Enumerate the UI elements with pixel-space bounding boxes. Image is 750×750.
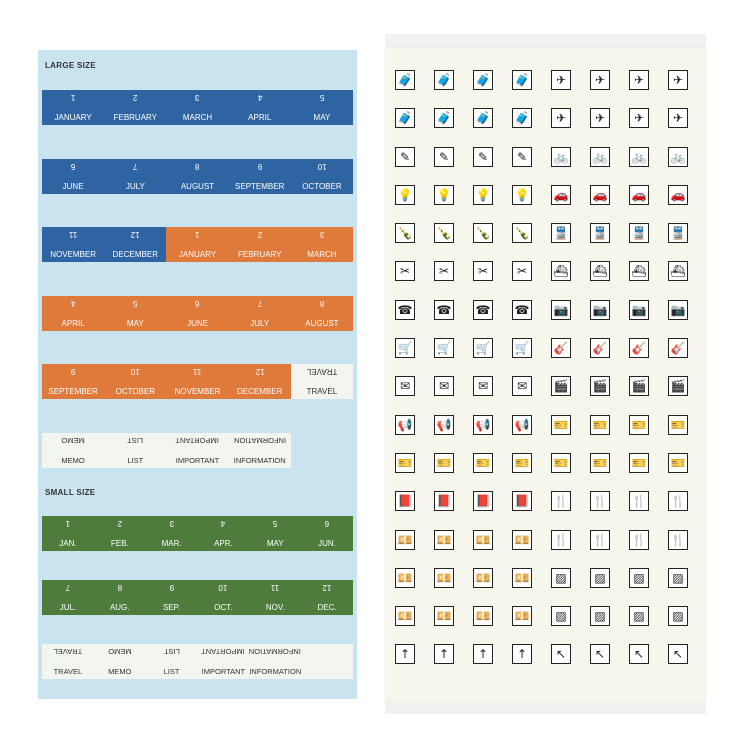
tab-top-label: 11 xyxy=(193,367,202,376)
small_size-tab-sticker[interactable] xyxy=(42,644,94,679)
fork-knife-icon[interactable]: 🍴 xyxy=(668,491,688,511)
large_size-tab-sticker[interactable] xyxy=(291,227,353,262)
telephone-icon[interactable]: ☎ xyxy=(395,300,415,320)
tab-top-label: 11 xyxy=(271,583,280,592)
large_size-tab-strip xyxy=(42,159,353,194)
tab-top-label: 7 xyxy=(65,583,71,592)
tab-top-label: 1 xyxy=(195,230,200,239)
money-icon[interactable]: 💴 xyxy=(395,568,415,588)
ticket-icon[interactable]: 🎫 xyxy=(551,453,571,473)
car-icon[interactable]: 🚗 xyxy=(629,185,649,205)
tab-bottom-label: JUNE xyxy=(62,181,84,191)
ticket-icon[interactable]: 🎫 xyxy=(629,453,649,473)
tab-bottom-label: NOVEMBER xyxy=(50,250,96,259)
envelope-icon[interactable]: ✉ xyxy=(512,376,532,396)
shopping-cart-icon[interactable]: 🛒 xyxy=(512,338,532,358)
tab-top-label: 8 xyxy=(319,298,325,308)
airplane-icon[interactable]: ✈ xyxy=(590,70,610,90)
ticket-icon[interactable]: 🎫 xyxy=(395,453,415,473)
lightbulb-icon[interactable]: 💡 xyxy=(512,185,532,205)
ticket-icon[interactable]: 🎫 xyxy=(668,415,688,435)
tab-bottom-label: FEBRUARY xyxy=(238,250,282,259)
comb-scissors-icon[interactable]: ✂ xyxy=(473,261,493,281)
bicycle-icon[interactable]: 🚲 xyxy=(551,147,571,167)
train-icon[interactable]: 🚆 xyxy=(668,223,688,243)
large_size-tab-sticker[interactable] xyxy=(291,433,353,468)
tab-bottom-label: OCTOBER xyxy=(302,181,342,191)
car-icon[interactable]: 🚗 xyxy=(668,185,688,205)
large_size-tab-sticker[interactable] xyxy=(229,433,291,468)
tab-bottom-label: JULY xyxy=(125,181,145,191)
tab-bottom-label: TRAVEL xyxy=(306,387,338,396)
money-icon[interactable]: 💴 xyxy=(473,568,493,588)
comb-scissors-icon[interactable]: ✂ xyxy=(395,261,415,281)
small_size-tab-strip xyxy=(42,644,353,679)
megaphone-icon[interactable]: 📢 xyxy=(512,415,532,435)
tab-bottom-label: DEC. xyxy=(317,603,337,612)
tab-top-label: 6 xyxy=(195,298,200,308)
tab-bottom-label: LIST xyxy=(163,667,180,676)
tab-top-label: LIST xyxy=(127,435,144,445)
ticket-icon[interactable]: 🎫 xyxy=(473,453,493,473)
tab-bottom-label: IMPORTANT xyxy=(201,667,246,676)
tab-bottom-label: FEBRUARY xyxy=(113,113,158,122)
large_size-tab-strip xyxy=(42,90,353,125)
tab-bottom-label: MEMO xyxy=(108,667,132,676)
large_size-tab-strip xyxy=(42,296,353,331)
tab-top-label: 10 xyxy=(317,161,327,171)
book-icon[interactable]: 📕 xyxy=(395,491,415,511)
envelope-icon[interactable]: ✉ xyxy=(434,376,454,396)
large_size-tab-sticker[interactable] xyxy=(104,364,166,399)
tab-top-label: 2 xyxy=(117,519,122,528)
tab-bottom-label: OCTOBER xyxy=(115,387,156,396)
large-small-tab-sticker-sheet xyxy=(38,50,357,699)
luggage-icon[interactable]: 🧳 xyxy=(512,108,532,128)
arrow-up-icon[interactable]: ↑ xyxy=(512,644,532,664)
comb-scissors-icon[interactable]: ✂ xyxy=(512,261,532,281)
small_size-tab-sticker[interactable] xyxy=(42,516,94,551)
tab-top-label: 9 xyxy=(70,367,76,376)
large_size-tab-strip xyxy=(42,433,353,468)
tab-top-label: LIST xyxy=(163,647,180,656)
small_size-tab-sticker[interactable] xyxy=(94,516,146,551)
tab-top-label: 4 xyxy=(221,519,226,528)
fork-knife-icon[interactable]: 🍴 xyxy=(668,530,688,550)
small_size-tab-sticker[interactable] xyxy=(301,516,353,551)
bicycle-icon[interactable]: 🚲 xyxy=(668,147,688,167)
envelope-icon[interactable]: ✉ xyxy=(395,376,415,396)
tab-top-label: INFORMATION xyxy=(249,647,302,656)
hatched-square-icon[interactable]: ▨ xyxy=(590,606,610,626)
large_size-tab-sticker[interactable] xyxy=(104,227,166,262)
telephone-icon[interactable]: ☎ xyxy=(473,300,493,320)
clapperboard-icon[interactable]: 🎬 xyxy=(668,376,688,396)
tab-top-label: 5 xyxy=(319,93,325,102)
hatched-square-icon[interactable]: ▨ xyxy=(590,568,610,588)
tab-top-label: 9 xyxy=(257,161,262,171)
tab-bottom-label: MAR. xyxy=(161,539,182,548)
tab-top-label: 6 xyxy=(70,161,76,171)
pencil-icon[interactable]: ✎ xyxy=(434,147,454,167)
tab-bottom-label: APR. xyxy=(214,539,233,548)
tab-bottom-label: FEB. xyxy=(110,539,129,548)
guitar-icon[interactable]: 🎸 xyxy=(668,338,688,358)
tab-bottom-label: AUG. xyxy=(109,603,130,612)
ship-icon[interactable]: ⛴ xyxy=(590,261,610,281)
tab-bottom-label: SEPTEMBER xyxy=(48,387,98,396)
large_size-tab-sticker[interactable] xyxy=(229,90,291,125)
large_size-tab-sticker[interactable] xyxy=(42,364,104,399)
hatched-square-icon[interactable]: ▨ xyxy=(668,606,688,626)
pencil-icon[interactable]: ✎ xyxy=(512,147,532,167)
ticket-icon[interactable]: 🎫 xyxy=(551,415,571,435)
airplane-icon[interactable]: ✈ xyxy=(668,70,688,90)
large_size-tab-sticker[interactable] xyxy=(166,90,228,125)
telephone-icon[interactable]: ☎ xyxy=(512,300,532,320)
tab-top-label: 2 xyxy=(257,230,262,239)
large_size-tab-strip xyxy=(42,364,353,399)
tab-bottom-label: MAY xyxy=(126,318,144,328)
megaphone-icon[interactable]: 📢 xyxy=(395,415,415,435)
tab-bottom-label: APRIL xyxy=(248,113,272,122)
money-icon[interactable]: 💴 xyxy=(512,568,532,588)
tab-bottom-label: LIST xyxy=(127,455,144,465)
arrow-up-left-icon[interactable]: ↖ xyxy=(590,644,610,664)
fork-knife-icon[interactable]: 🍴 xyxy=(551,530,571,550)
tab-top-label: 1 xyxy=(70,93,76,102)
small_size-tab-sticker[interactable] xyxy=(42,580,94,615)
airplane-icon[interactable]: ✈ xyxy=(668,108,688,128)
tab-top-label: 12 xyxy=(322,583,332,592)
tab-top-label: 4 xyxy=(70,298,76,308)
money-icon[interactable]: 💴 xyxy=(512,606,532,626)
guitar-icon[interactable]: 🎸 xyxy=(629,338,649,358)
large_size-tab-sticker[interactable] xyxy=(42,296,104,331)
tab-bottom-label: DECEMBER xyxy=(237,387,283,396)
small_size-tab-strip xyxy=(42,516,353,551)
large_size-tab-sticker[interactable] xyxy=(229,296,291,331)
tab-bottom-label: JAN. xyxy=(59,539,77,548)
tab-bottom-label: AUGUST xyxy=(305,318,339,328)
small_size-tab-sticker[interactable] xyxy=(146,580,198,615)
money-icon[interactable]: 💴 xyxy=(473,606,493,626)
arrow-up-left-icon[interactable]: ↖ xyxy=(668,644,688,664)
train-icon[interactable]: 🚆 xyxy=(590,223,610,243)
large_size-tab-sticker[interactable] xyxy=(291,296,353,331)
arrow-up-left-icon[interactable]: ↖ xyxy=(551,644,571,664)
shopping-cart-icon[interactable]: 🛒 xyxy=(434,338,454,358)
small-size-heading: SMALL SIZE xyxy=(45,488,96,497)
arrow-up-icon[interactable]: ↑ xyxy=(395,644,415,664)
small_size-tab-strip xyxy=(42,580,353,615)
tab-top-label: INFORMATION xyxy=(233,435,286,445)
large_size-tab-sticker[interactable] xyxy=(291,159,353,194)
lightbulb-icon[interactable]: 💡 xyxy=(395,185,415,205)
tab-top-label: 7 xyxy=(257,298,262,308)
small_size-tab-sticker[interactable] xyxy=(249,580,301,615)
pencil-icon[interactable]: ✎ xyxy=(473,147,493,167)
hatched-square-icon[interactable]: ▨ xyxy=(668,568,688,588)
comb-scissors-icon[interactable]: ✂ xyxy=(434,261,454,281)
tab-bottom-label: MARCH xyxy=(182,113,213,122)
luggage-icon[interactable]: 🧳 xyxy=(395,70,415,90)
tab-top-label: 5 xyxy=(133,298,138,308)
small_size-tab-sticker[interactable] xyxy=(197,580,249,615)
airplane-icon[interactable]: ✈ xyxy=(551,70,571,90)
money-icon[interactable]: 💴 xyxy=(434,606,454,626)
ticket-icon[interactable]: 🎫 xyxy=(629,415,649,435)
tab-top-label: MEMO xyxy=(61,435,85,445)
guitar-icon[interactable]: 🎸 xyxy=(590,338,610,358)
icon-sticker-grid xyxy=(395,70,702,664)
tab-top-label: TRAVEL xyxy=(306,367,338,376)
tab-bottom-label: JULY xyxy=(250,318,270,328)
tab-bottom-label: TRAVEL xyxy=(53,667,83,676)
tab-top-label: 10 xyxy=(130,367,140,376)
large_size-tab-sticker[interactable] xyxy=(291,364,353,399)
train-icon[interactable]: 🚆 xyxy=(551,223,571,243)
wine-bottle-icon[interactable]: 🍾 xyxy=(434,223,454,243)
tab-top-label: 12 xyxy=(255,367,265,376)
small_size-tab-sticker[interactable] xyxy=(301,580,353,615)
tab-bottom-label: MAY xyxy=(266,539,284,548)
tab-top-label: 8 xyxy=(117,583,122,592)
fork-knife-icon[interactable]: 🍴 xyxy=(590,491,610,511)
hatched-square-icon[interactable]: ▨ xyxy=(629,568,649,588)
tab-top-label: 11 xyxy=(68,230,78,239)
large-size-heading: LARGE SIZE xyxy=(45,61,97,70)
small_size-tab-sticker[interactable] xyxy=(249,516,301,551)
camera-icon[interactable]: 📷 xyxy=(629,300,649,320)
large_size-tab-sticker[interactable] xyxy=(42,227,104,262)
large_size-tab-sticker[interactable] xyxy=(229,364,291,399)
tab-top-label: 1 xyxy=(65,519,71,528)
airplane-icon[interactable]: ✈ xyxy=(629,70,649,90)
camera-icon[interactable]: 📷 xyxy=(551,300,571,320)
shopping-cart-icon[interactable]: 🛒 xyxy=(473,338,493,358)
luggage-icon[interactable]: 🧳 xyxy=(434,70,454,90)
money-icon[interactable]: 💴 xyxy=(512,530,532,550)
large_size-tab-sticker[interactable] xyxy=(229,159,291,194)
large_size-tab-sticker[interactable] xyxy=(42,433,104,468)
tab-bottom-label: IMPORTANT xyxy=(175,455,220,465)
small_size-tab-sticker[interactable] xyxy=(94,644,146,679)
tab-top-label: 7 xyxy=(133,161,138,171)
fork-knife-icon[interactable]: 🍴 xyxy=(551,491,571,511)
car-icon[interactable]: 🚗 xyxy=(551,185,571,205)
large_size-tab-sticker[interactable] xyxy=(166,227,228,262)
ship-icon[interactable]: ⛴ xyxy=(668,261,688,281)
tab-bottom-label: MARCH xyxy=(307,250,337,259)
small_size-tab-sticker[interactable] xyxy=(94,580,146,615)
tab-bottom-label: SEP. xyxy=(162,603,181,612)
airplane-icon[interactable]: ✈ xyxy=(629,108,649,128)
tab-top-label: IMPORTANT xyxy=(175,435,220,445)
large_size-tab-sticker[interactable] xyxy=(104,433,166,468)
large_size-tab-sticker[interactable] xyxy=(166,296,228,331)
tab-top-label: 8 xyxy=(195,161,200,171)
small_size-tab-sticker[interactable] xyxy=(301,644,353,679)
camera-icon[interactable]: 📷 xyxy=(668,300,688,320)
tab-top-label: MEMO xyxy=(108,647,132,656)
tab-top-label: 6 xyxy=(324,519,330,528)
arrow-up-icon[interactable]: ↑ xyxy=(473,644,493,664)
tab-bottom-label: JANUARY xyxy=(54,113,92,122)
tab-top-label: 10 xyxy=(218,583,228,592)
small_size-tab-sticker[interactable] xyxy=(146,644,198,679)
large_size-tab-sticker[interactable] xyxy=(104,159,166,194)
large_size-tab-sticker[interactable] xyxy=(291,90,353,125)
bicycle-icon[interactable]: 🚲 xyxy=(590,147,610,167)
tab-top-label: 3 xyxy=(169,519,174,528)
clapperboard-icon[interactable]: 🎬 xyxy=(590,376,610,396)
ticket-icon[interactable]: 🎫 xyxy=(434,453,454,473)
tab-bottom-label: APRIL xyxy=(61,318,85,328)
bicycle-icon[interactable]: 🚲 xyxy=(629,147,649,167)
tab-top-label: IMPORTANT xyxy=(201,647,246,656)
ticket-icon[interactable]: 🎫 xyxy=(590,415,610,435)
pencil-icon[interactable]: ✎ xyxy=(395,147,415,167)
large_size-tab-sticker[interactable] xyxy=(166,364,228,399)
ticket-icon[interactable]: 🎫 xyxy=(668,453,688,473)
luggage-icon[interactable]: 🧳 xyxy=(395,108,415,128)
hatched-square-icon[interactable]: ▨ xyxy=(551,568,571,588)
book-icon[interactable]: 📕 xyxy=(473,491,493,511)
wine-bottle-icon[interactable]: 🍾 xyxy=(395,223,415,243)
money-icon[interactable]: 💴 xyxy=(473,530,493,550)
money-icon[interactable]: 💴 xyxy=(395,606,415,626)
ticket-icon[interactable]: 🎫 xyxy=(512,453,532,473)
tab-bottom-label: MEMO xyxy=(61,455,85,465)
large_size-tab-sticker[interactable] xyxy=(42,90,104,125)
airplane-icon[interactable]: ✈ xyxy=(590,108,610,128)
small_size-tab-sticker[interactable] xyxy=(197,516,249,551)
large_size-tab-sticker[interactable] xyxy=(166,159,228,194)
ticket-icon[interactable]: 🎫 xyxy=(590,453,610,473)
tab-top-label: TRAVEL xyxy=(53,647,83,656)
luggage-icon[interactable]: 🧳 xyxy=(473,108,493,128)
sheet-top-edge xyxy=(385,34,706,48)
fork-knife-icon[interactable]: 🍴 xyxy=(629,491,649,511)
telephone-icon[interactable]: ☎ xyxy=(434,300,454,320)
tab-top-label: 3 xyxy=(195,93,200,102)
lightbulb-icon[interactable]: 💡 xyxy=(434,185,454,205)
money-icon[interactable]: 💴 xyxy=(434,530,454,550)
wine-bottle-icon[interactable]: 🍾 xyxy=(473,223,493,243)
envelope-icon[interactable]: ✉ xyxy=(473,376,493,396)
guitar-icon[interactable]: 🎸 xyxy=(551,338,571,358)
large_size-tab-strip xyxy=(42,227,353,262)
clapperboard-icon[interactable]: 🎬 xyxy=(629,376,649,396)
icon-sticker-sheet xyxy=(385,48,706,701)
tab-bottom-label: MAY xyxy=(313,113,331,122)
arrow-up-left-icon[interactable]: ↖ xyxy=(629,644,649,664)
tab-bottom-label: JUNE xyxy=(187,318,208,328)
small_size-tab-sticker[interactable] xyxy=(249,644,301,679)
tab-top-label: 12 xyxy=(130,230,140,239)
hatched-square-icon[interactable]: ▨ xyxy=(629,606,649,626)
tab-bottom-label: JUN. xyxy=(318,539,336,548)
sheet-bottom-edge xyxy=(385,701,706,714)
tab-bottom-label: INFORMATION xyxy=(249,667,302,676)
car-icon[interactable]: 🚗 xyxy=(590,185,610,205)
tab-top-label: 9 xyxy=(169,583,174,592)
clapperboard-icon[interactable]: 🎬 xyxy=(551,376,571,396)
tab-bottom-label: DECEMBER xyxy=(112,250,158,259)
hatched-square-icon[interactable]: ▨ xyxy=(551,606,571,626)
small_size-tab-sticker[interactable] xyxy=(197,644,249,679)
ship-icon[interactable]: ⛴ xyxy=(551,261,571,281)
large_size-tab-sticker[interactable] xyxy=(166,433,228,468)
money-icon[interactable]: 💴 xyxy=(434,568,454,588)
tab-top-label: 2 xyxy=(133,93,138,102)
large_size-tab-sticker[interactable] xyxy=(104,90,166,125)
large_size-tab-sticker[interactable] xyxy=(42,159,104,194)
book-icon[interactable]: 📕 xyxy=(434,491,454,511)
luggage-icon[interactable]: 🧳 xyxy=(473,70,493,90)
book-icon[interactable]: 📕 xyxy=(512,491,532,511)
small_size-tab-sticker[interactable] xyxy=(146,516,198,551)
arrow-up-icon[interactable]: ↑ xyxy=(434,644,454,664)
tab-bottom-label: JUL. xyxy=(59,603,77,612)
large_size-tab-sticker[interactable] xyxy=(229,227,291,262)
money-icon[interactable]: 💴 xyxy=(395,530,415,550)
tab-bottom-label: SEPTEMBER xyxy=(235,181,285,191)
tab-bottom-label: JANUARY xyxy=(178,250,217,259)
tab-top-label: 5 xyxy=(273,519,278,528)
airplane-icon[interactable]: ✈ xyxy=(551,108,571,128)
tab-top-label: 3 xyxy=(319,230,325,239)
tab-top-label: 4 xyxy=(257,93,262,102)
fork-knife-icon[interactable]: 🍴 xyxy=(629,530,649,550)
luggage-icon[interactable]: 🧳 xyxy=(512,70,532,90)
tab-bottom-label: NOV. xyxy=(265,603,285,612)
shopping-cart-icon[interactable]: 🛒 xyxy=(395,338,415,358)
megaphone-icon[interactable]: 📢 xyxy=(434,415,454,435)
train-icon[interactable]: 🚆 xyxy=(629,223,649,243)
tab-bottom-label: INFORMATION xyxy=(233,455,286,465)
camera-icon[interactable]: 📷 xyxy=(590,300,610,320)
tab-bottom-label: AUGUST xyxy=(180,181,215,191)
megaphone-icon[interactable]: 📢 xyxy=(473,415,493,435)
ship-icon[interactable]: ⛴ xyxy=(629,261,649,281)
large_size-tab-sticker[interactable] xyxy=(104,296,166,331)
luggage-icon[interactable]: 🧳 xyxy=(434,108,454,128)
lightbulb-icon[interactable]: 💡 xyxy=(473,185,493,205)
wine-bottle-icon[interactable]: 🍾 xyxy=(512,223,532,243)
tab-bottom-label: NOVEMBER xyxy=(174,387,221,396)
fork-knife-icon[interactable]: 🍴 xyxy=(590,530,610,550)
tab-bottom-label: OCT. xyxy=(214,603,233,612)
